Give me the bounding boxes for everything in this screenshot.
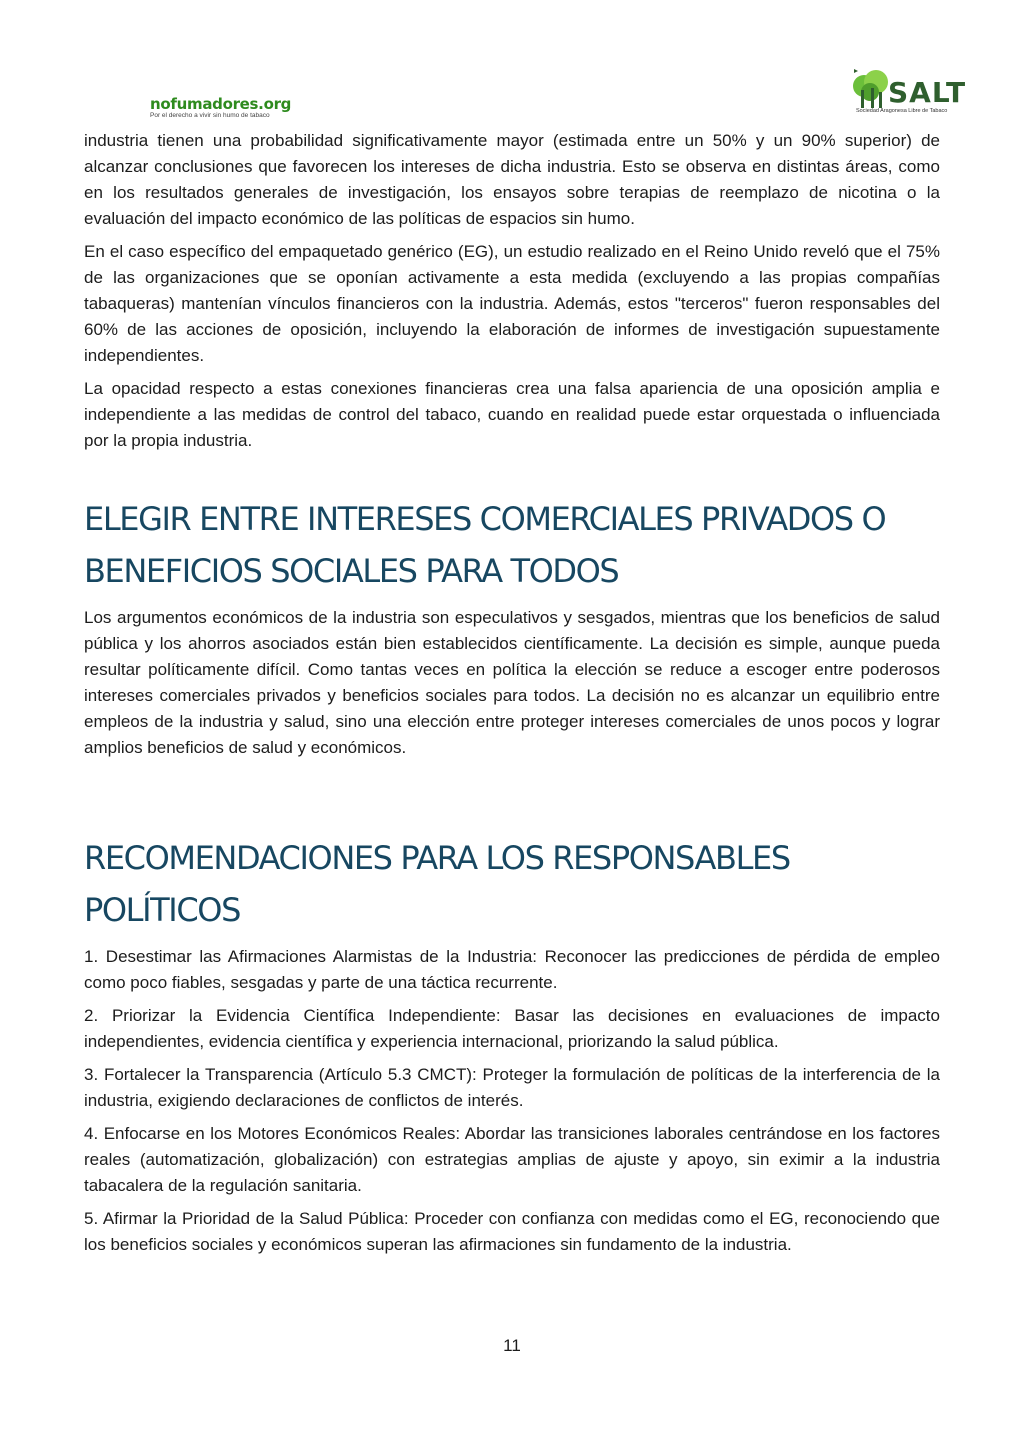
intro-paragraph-3: La opacidad respecto a estas conexiones financieras crea una falsa apariencia de una oposición amplia e independiente a las medidas de control del tabaco, cuando en realidad puede estar orquestada o influenciada por la propia industria. bbox=[84, 379, 940, 450]
section-heading-line2: POLÍTICOS bbox=[84, 891, 240, 929]
section1-paragraph: Los argumentos económicos de la industria son especulativos y sesgados, mientras que los beneficios de salud pública y los ahorros asociados están bien establecidos científicamente. La decisión es simple, aunque pueda resultar políticamente difícil. Como tantas veces en política la elección se reduce a escoger entre poderosos intereses comerciales privados y beneficios sociales para todos. La decisión no es alcanzar un equilibrio entre empleos de la industria y salud, sino una elección entre proteger intereses comerciales de unos pocos y lograr amplios beneficios de salud y económicos. bbox=[84, 608, 940, 757]
recommendation-item: 5. Afirmar la Prioridad de la Salud Pública: Proceder con confianza con medidas como el EG, reconociendo que los beneficios sociales y económicos superan las afirmaciones sin fundamento de la industria. bbox=[84, 1209, 940, 1254]
salt-logo bbox=[848, 62, 968, 120]
salt-name: SALT bbox=[888, 76, 967, 109]
recommendation-item: 3. Fortalecer la Transparencia (Artículo 5.3 CMCT): Proteger la formulación de políticas de la interferencia de la industria, exigiendo declaraciones de conflictos de interés. bbox=[84, 1065, 940, 1110]
section-heading-intereses bbox=[84, 493, 940, 597]
section-heading-line1: RECOMENDACIONES PARA LOS RESPONSABLES bbox=[84, 839, 790, 877]
page-content bbox=[84, 128, 940, 1265]
nofumadores-logo bbox=[150, 96, 291, 120]
recommendation-item: 2. Priorizar la Evidencia Científica Independiente: Basar las decisiones en evaluaciones de impacto independientes, evidencia científica y experiencia internacional, priorizando la salud pública. bbox=[84, 1006, 940, 1051]
section-heading-line2: BENEFICIOS SOCIALES PARA TODOS bbox=[84, 552, 619, 590]
intro-paragraph-1: industria tienen una probabilidad significativamente mayor (estimada entre un 50% y un 90% superior) de alcanzar conclusiones que favorecen los intereses de dicha industria. Esto se observa en distintas áreas, como en los resultados generales de investigación, los ensayos sobre terapias de reemplazo de nicotina o la evaluación del impacto económico de las políticas de espacios sin humo. bbox=[84, 131, 940, 228]
section-heading-line1: ELEGIR ENTRE INTERESES COMERCIALES PRIVADOS O bbox=[84, 500, 886, 538]
nofumadores-brand: nofumadores.org bbox=[150, 95, 292, 113]
nofumadores-tagline: Por el derecho a vivir sin humo de tabaco bbox=[150, 112, 270, 119]
intro-paragraph-2: En el caso específico del empaquetado genérico (EG), un estudio realizado en el Reino Unido reveló que el 75% de las organizaciones que se oponían activamente a esta medida (excluyendo a las propias compañías tabaqueras) mantenían vínculos financieros con la industria. Además, estos "terceros" fueron responsables del 60% de las acciones de oposición, incluyendo la elaboración de informes de investigación supuestamente independientes. bbox=[84, 242, 940, 365]
section-heading-recomendaciones bbox=[84, 832, 940, 936]
recommendation-item: 1. Desestimar las Afirmaciones Alarmistas de la Industria: Reconocer las predicciones de pérdida de empleo como poco fiables, sesgadas y parte de una táctica recurrente. bbox=[84, 947, 940, 992]
page-header bbox=[0, 0, 1024, 130]
salt-subtitle: Sociedad Aragonesa Libre de Tabaco bbox=[856, 108, 948, 114]
page-number: 11 bbox=[503, 1336, 521, 1355]
recommendation-item: 4. Enfocarse en los Motores Económicos Reales: Abordar las transiciones laborales centrándose en los factores reales (automatización, globalización) con estrategias amplias de ajuste y apoyo, sin eximir a la industria tabacalera de la regulación sanitaria. bbox=[84, 1124, 940, 1195]
